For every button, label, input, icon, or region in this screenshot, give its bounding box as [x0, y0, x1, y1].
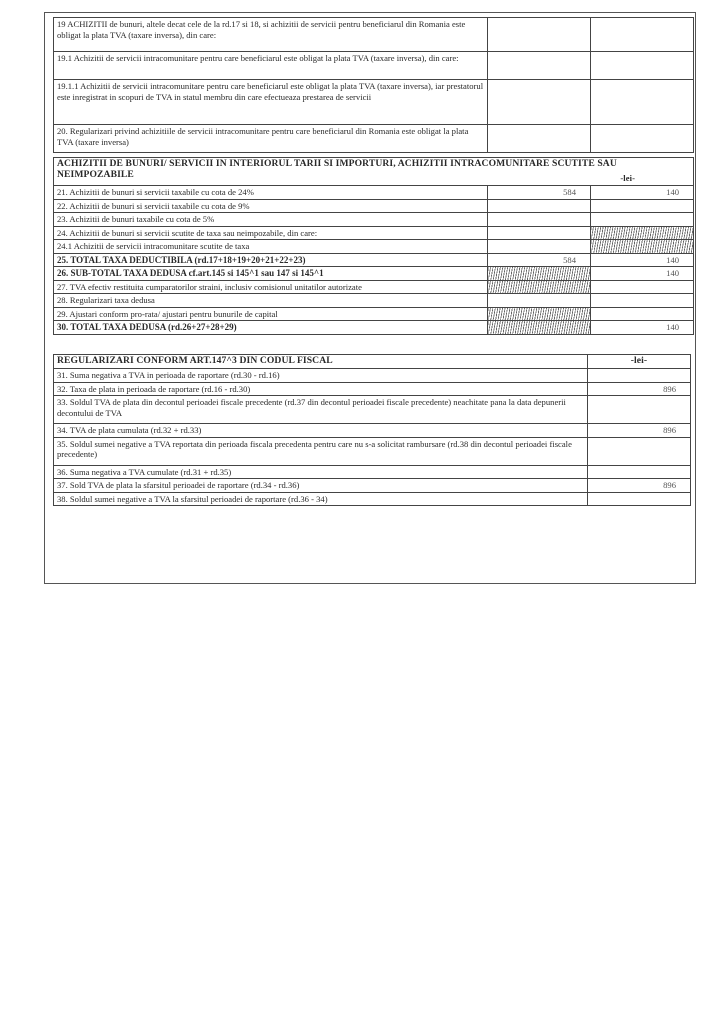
row-21-base: 584	[488, 186, 591, 200]
row-30-label: 30. TOTAL TAXA DEDUSA (rd.26+27+28+29)	[54, 321, 488, 335]
row-23-base	[488, 213, 591, 227]
row-28-base	[488, 294, 591, 308]
row-19-tva	[591, 18, 694, 52]
section-regularizari-title: REGULARIZARI CONFORM ART.147^3 DIN CODUL FISCAL	[54, 355, 588, 369]
row-21-label: 21. Achizitii de bunuri si servicii taxabile cu cota de 24%	[54, 186, 488, 200]
table-row	[54, 199, 694, 213]
table-row	[54, 396, 691, 424]
row-26-tva: 140	[591, 267, 694, 281]
row-25-label: 25. TOTAL TAXA DEDUCTIBILA (rd.17+18+19+20+21+22+23)	[54, 253, 488, 267]
table-row	[54, 294, 694, 308]
row-21-tva: 140	[591, 186, 694, 200]
row-26-base-hatched	[488, 267, 591, 281]
row-28-tva	[591, 294, 694, 308]
regularizari-table	[53, 354, 691, 506]
row-19-1-1-tva	[591, 80, 694, 125]
row-24-tva-hatched	[591, 226, 694, 240]
table-row	[54, 80, 694, 125]
row-27-base-hatched	[488, 280, 591, 294]
row-33-label: 33. Soldul TVA de plata din decontul perioadei fiscale precedente (rd.37 din decontul perioadei fiscale precedente) neachitate pana la data depunerii decontului de TVA	[54, 396, 588, 424]
row-29-label: 29. Ajustari conform pro-rata/ ajustari pentru bunurile de capital	[54, 307, 488, 321]
row-19-1-tva	[591, 52, 694, 80]
row-25-base: 584	[488, 253, 591, 267]
table-row	[54, 186, 694, 200]
section-regularizari-unit: -lei-	[588, 355, 691, 369]
reverse-charge-table	[53, 17, 694, 153]
row-30-base-hatched	[488, 321, 591, 335]
row-28-label: 28. Regularizari taxa dedusa	[54, 294, 488, 308]
row-19-1-label: 19.1 Achizitii de servicii intracomunitare pentru care beneficiarul este obligat la plata TVA (taxare inversa), din care:	[54, 52, 488, 80]
row-20-base	[488, 125, 591, 153]
row-27-label: 27. TVA efectiv restituita cumparatorilor straini, inclusiv comisionul unitatilor autorizate	[54, 280, 488, 294]
row-38-value	[588, 492, 691, 506]
table-row	[54, 213, 694, 227]
table-row	[54, 382, 691, 396]
row-29-tva	[591, 307, 694, 321]
table-row	[54, 267, 694, 281]
row-34-label: 34. TVA de plata cumulata (rd.32 + rd.33)	[54, 424, 588, 438]
row-23-label: 23. Achizitii de bunuri taxabile cu cota de 5%	[54, 213, 488, 227]
table-row	[54, 321, 694, 335]
table-row	[54, 18, 694, 52]
deductible-tax-table	[53, 157, 694, 335]
row-20-tva	[591, 125, 694, 153]
row-32-label: 32. Taxa de plata in perioada de raportare (rd.16 - rd.30)	[54, 382, 588, 396]
row-24-1-tva-hatched	[591, 240, 694, 254]
table-row	[54, 280, 694, 294]
row-32-value: 896	[588, 382, 691, 396]
row-29-base-hatched	[488, 307, 591, 321]
row-19-1-1-base	[488, 80, 591, 125]
row-20-label: 20. Regularizari privind achizitiile de servicii intracomunitare pentru care beneficiarul din Romania este obligat la plata TVA (taxare inversa)	[54, 125, 488, 153]
row-30-tva: 140	[591, 321, 694, 335]
table-row	[54, 465, 691, 479]
row-24-1-label: 24.1 Achizitii de servicii intracomunitare scutite de taxa	[54, 240, 488, 254]
row-33-value	[588, 396, 691, 424]
row-37-value: 896	[588, 479, 691, 493]
row-19-1-1-label: 19.1.1 Achizitii de servicii intracomunitare pentru care beneficiarul este obligat la plata TVA (taxare inversa), iar prestatorul este inregistrat in scopuri de TVA in statul membru din care efectueaza prestarea de servicii	[54, 80, 488, 125]
table-row	[54, 125, 694, 153]
row-22-tva	[591, 199, 694, 213]
table-row	[54, 437, 691, 465]
row-24-1-base	[488, 240, 591, 254]
table-row	[54, 253, 694, 267]
section-header-row	[54, 158, 694, 186]
row-36-label: 36. Suma negativa a TVA cumulate (rd.31 + rd.35)	[54, 465, 588, 479]
table-row	[54, 307, 694, 321]
row-22-base	[488, 199, 591, 213]
row-25-tva: 140	[591, 253, 694, 267]
table-row	[54, 52, 694, 80]
row-38-label: 38. Soldul sumei negative a TVA la sfarsitul perioadei de raportare (rd.36 - 34)	[54, 492, 588, 506]
row-34-value: 896	[588, 424, 691, 438]
table-row	[54, 424, 691, 438]
row-24-base	[488, 226, 591, 240]
row-19-base	[488, 18, 591, 52]
row-22-label: 22. Achizitii de bunuri si servicii taxabile cu cota de 9%	[54, 199, 488, 213]
section-scutite-title: ACHIZITII DE BUNURI/ SERVICII IN INTERIORUL TARII SI IMPORTURI, ACHIZITII INTRACOMUNITARE SCUTITE SAU NEIMPOZABILE	[57, 158, 617, 180]
row-31-label: 31. Suma negativa a TVA in perioada de raportare (rd.30 - rd.16)	[54, 369, 588, 383]
row-35-label: 35. Soldul sumei negative a TVA reportata din perioada fiscala precedenta pentru care nu s-a solicitat rambursare (rd.38 din decontul perioadei fiscale precedente)	[54, 437, 588, 465]
row-27-tva	[591, 280, 694, 294]
table-row	[54, 226, 694, 240]
row-19-1-base	[488, 52, 591, 80]
row-35-value	[588, 437, 691, 465]
row-26-label: 26. SUB-TOTAL TAXA DEDUSA cf.art.145 si 145^1 sau 147 si 145^1	[54, 267, 488, 281]
row-23-tva	[591, 213, 694, 227]
row-24-label: 24. Achizitii de bunuri si servicii scutite de taxa sau neimpozabile, din care:	[54, 226, 488, 240]
row-31-value	[588, 369, 691, 383]
table-row	[54, 479, 691, 493]
row-36-value	[588, 465, 691, 479]
table-row	[54, 369, 691, 383]
row-37-label: 37. Sold TVA de plata la sfarsitul perioadei de raportare (rd.34 - rd.36)	[54, 479, 588, 493]
table-row	[54, 492, 691, 506]
section-scutite-unit: -lei-	[620, 172, 636, 183]
row-19-label: 19 ACHIZITII de bunuri, altele decat cele de la rd.17 si 18, si achizitii de servicii pentru beneficiarul din Romania este obligat la plata TVA (taxare inversa), din care:	[54, 18, 488, 52]
section-header-row	[54, 355, 691, 369]
table-row	[54, 240, 694, 254]
